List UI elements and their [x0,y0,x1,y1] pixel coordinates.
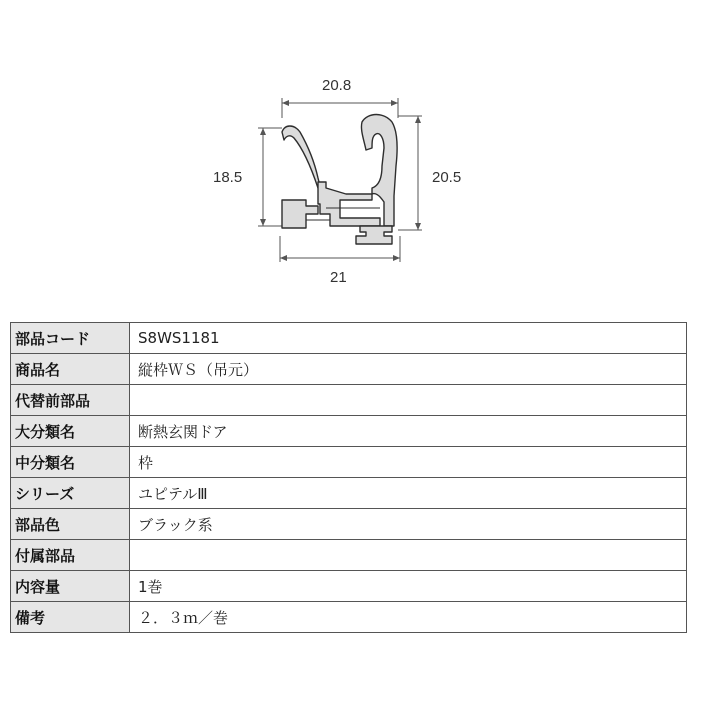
dim-top-width: 20.8 [322,77,352,94]
spec-label: 代替前部品 [11,385,130,416]
spec-row-major-category [11,416,687,447]
spec-value: 枠 [130,447,687,478]
spec-value: S8WS1181 [130,323,687,354]
spec-value [130,540,687,571]
spec-value: ユピテルⅢ [130,478,687,509]
arrow-left-top [260,128,266,135]
arrow-right-top [415,116,421,123]
arrow-top-left [282,100,289,106]
spec-value [130,385,687,416]
arrow-top-right [391,100,398,106]
dim-bottom-width: 21 [330,269,347,286]
spec-label: 商品名 [11,354,130,385]
profile-svg [0,0,703,300]
spec-table [10,322,687,633]
dim-left-height: 18.5 [213,169,243,186]
spec-value: ブラック系 [130,509,687,540]
profile-left-lip [282,126,320,188]
spec-row-accessories [11,540,687,571]
spec-row-notes [11,602,687,633]
profile-bottom-foot [356,226,392,244]
spec-label: 付属部品 [11,540,130,571]
spec-row-quantity [11,571,687,602]
profile-left-block [282,200,318,228]
spec-value: 断熱玄関ドア [130,416,687,447]
spec-label: 部品コード [11,323,130,354]
spec-row-color [11,509,687,540]
spec-value: 縦枠ＷＳ（吊元） [130,354,687,385]
arrow-bottom-right [393,255,400,261]
spec-label: 大分類名 [11,416,130,447]
spec-row-replacement [11,385,687,416]
profile-base-body [318,182,380,226]
profile-drawing [0,0,703,300]
spec-label: 内容量 [11,571,130,602]
spec-value: ２．３ｍ／巻 [130,602,687,633]
dim-right-height: 20.5 [432,169,462,186]
spec-label: 部品色 [11,509,130,540]
spec-label: 備考 [11,602,130,633]
spec-row-product-name [11,354,687,385]
spec-row-part-code [11,323,687,354]
spec-label: 中分類名 [11,447,130,478]
arrow-left-bottom [260,219,266,226]
spec-row-middle-category [11,447,687,478]
arrow-bottom-left [280,255,287,261]
spec-value: 1巻 [130,571,687,602]
arrow-right-bottom [415,223,421,230]
spec-row-series [11,478,687,509]
profile-right-hook [361,115,397,227]
spec-label: シリーズ [11,478,130,509]
